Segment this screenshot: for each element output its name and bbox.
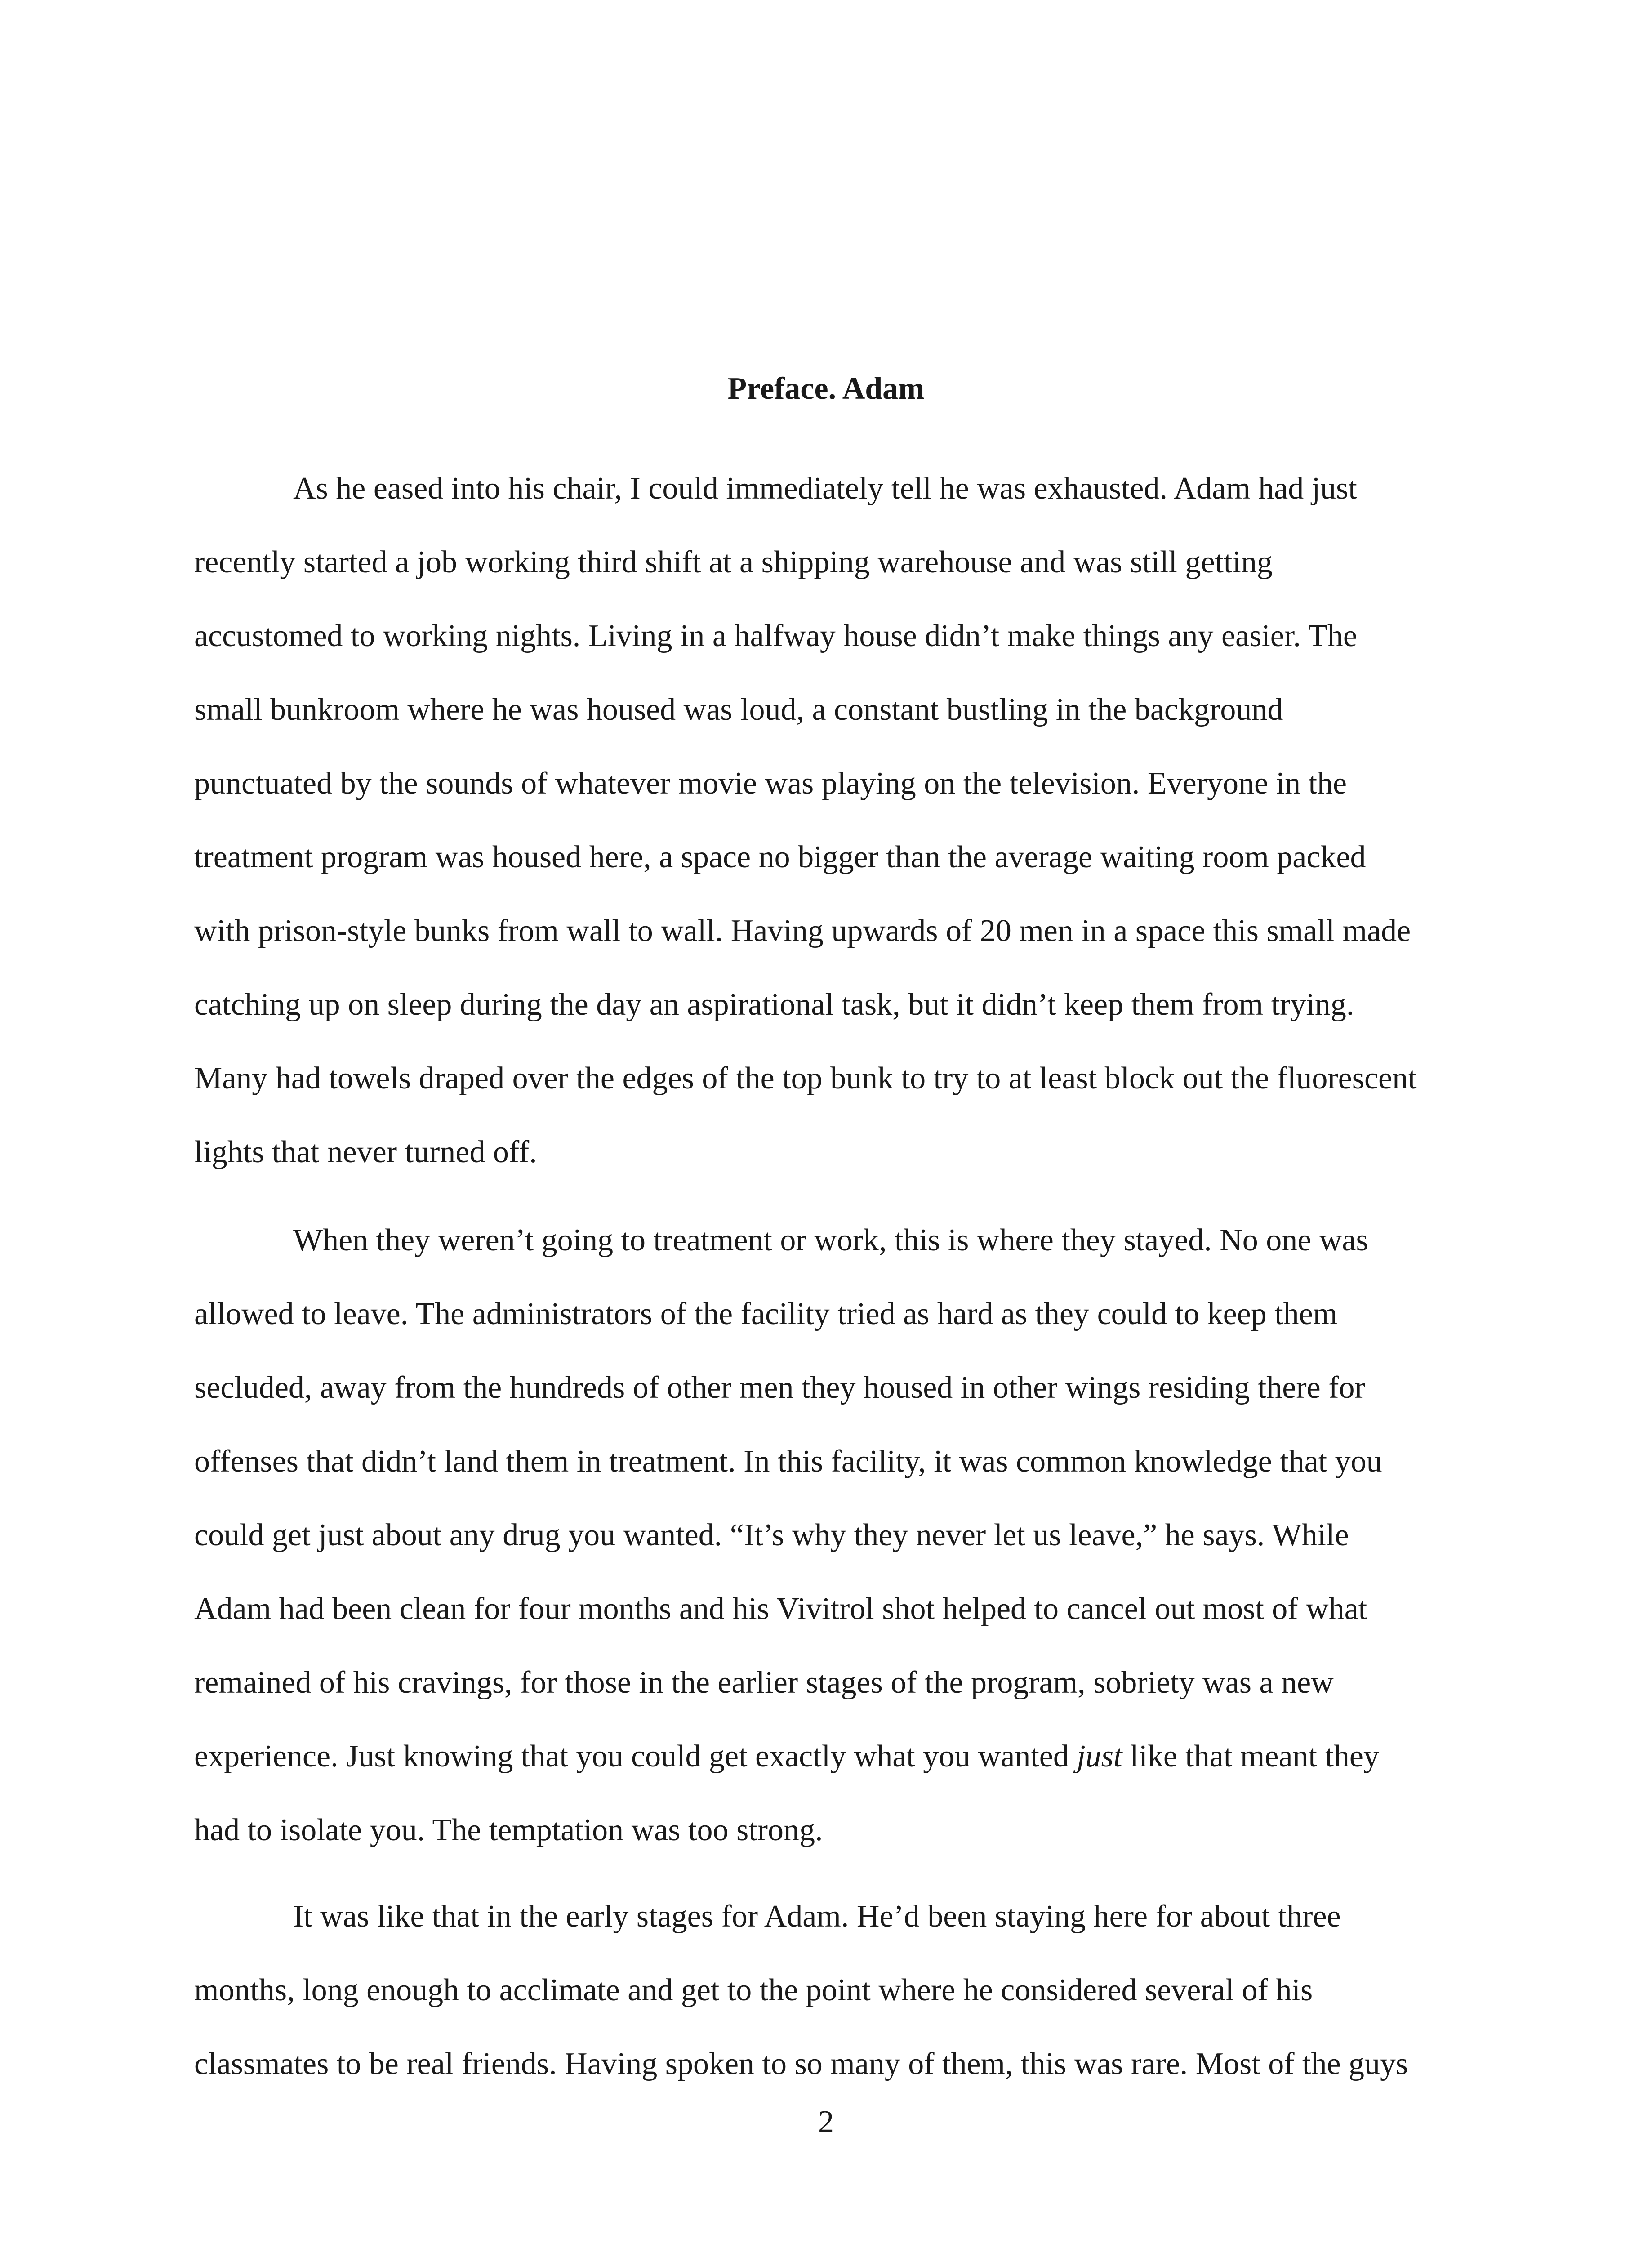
text-line: treatment program was housed here, a space no bigger than the average waiting room packed xyxy=(194,840,1366,874)
text-line: offenses that didn’t land them in treatment. In this facility, it was common knowledge that you xyxy=(194,1444,1382,1479)
text-line: It was like that in the early stages for Adam. He’d been staying here for about three xyxy=(293,1899,1341,1934)
text-line: accustomed to working nights. Living in a halfway house didn’t make things any easier. The xyxy=(194,619,1357,653)
text-line: recently started a job working third shift at a shipping warehouse and was still getting xyxy=(194,545,1273,580)
text-line: punctuated by the sounds of whatever movie was playing on the television. Everyone in the xyxy=(194,766,1347,801)
page-number: 2 xyxy=(818,2105,834,2139)
chapter-heading: Preface. Adam xyxy=(727,371,925,406)
text-line: remained of his cravings, for those in the earlier stages of the program, sobriety was a new xyxy=(194,1665,1334,1700)
text-line: small bunkroom where he was housed was loud, a constant bustling in the background xyxy=(194,692,1283,727)
text-line: Many had towels draped over the edges of the top bunk to try to at least block out the fluorescent xyxy=(194,1061,1417,1096)
text-line: with prison-style bunks from wall to wall. Having upwards of 20 men in a space this small made xyxy=(194,914,1411,948)
text-line: classmates to be real friends. Having spoken to so many of them, this was rare. Most of the guys xyxy=(194,2047,1408,2081)
emphasis-text: just xyxy=(1077,1739,1122,1774)
text-line: could get just about any drug you wanted. “It’s why they never let us leave,” he says. While xyxy=(194,1518,1349,1552)
text-line: Adam had been clean for four months and his Vivitrol shot helped to cancel out most of what xyxy=(194,1592,1367,1626)
text-line: had to isolate you. The temptation was too strong. xyxy=(194,1813,823,1847)
text-segment: like that meant they xyxy=(1130,1739,1379,1774)
text-line xyxy=(194,1732,1379,1781)
text-line: When they weren’t going to treatment or work, this is where they stayed. No one was xyxy=(293,1223,1368,1258)
text-line: catching up on sleep during the day an aspirational task, but it didn’t keep them from trying. xyxy=(194,987,1354,1022)
text-line: months, long enough to acclimate and get to the point where he considered several of his xyxy=(194,1973,1313,2007)
text-line: As he eased into his chair, I could immediately tell he was exhausted. Adam had just xyxy=(293,471,1357,506)
text-line: lights that never turned off. xyxy=(194,1135,537,1169)
text-line: allowed to leave. The administrators of the facility tried as hard as they could to keep them xyxy=(194,1297,1338,1331)
text-segment: experience. Just knowing that you could get exactly what you wanted xyxy=(194,1739,1069,1774)
text-line: secluded, away from the hundreds of other men they housed in other wings residing there for xyxy=(194,1370,1365,1405)
